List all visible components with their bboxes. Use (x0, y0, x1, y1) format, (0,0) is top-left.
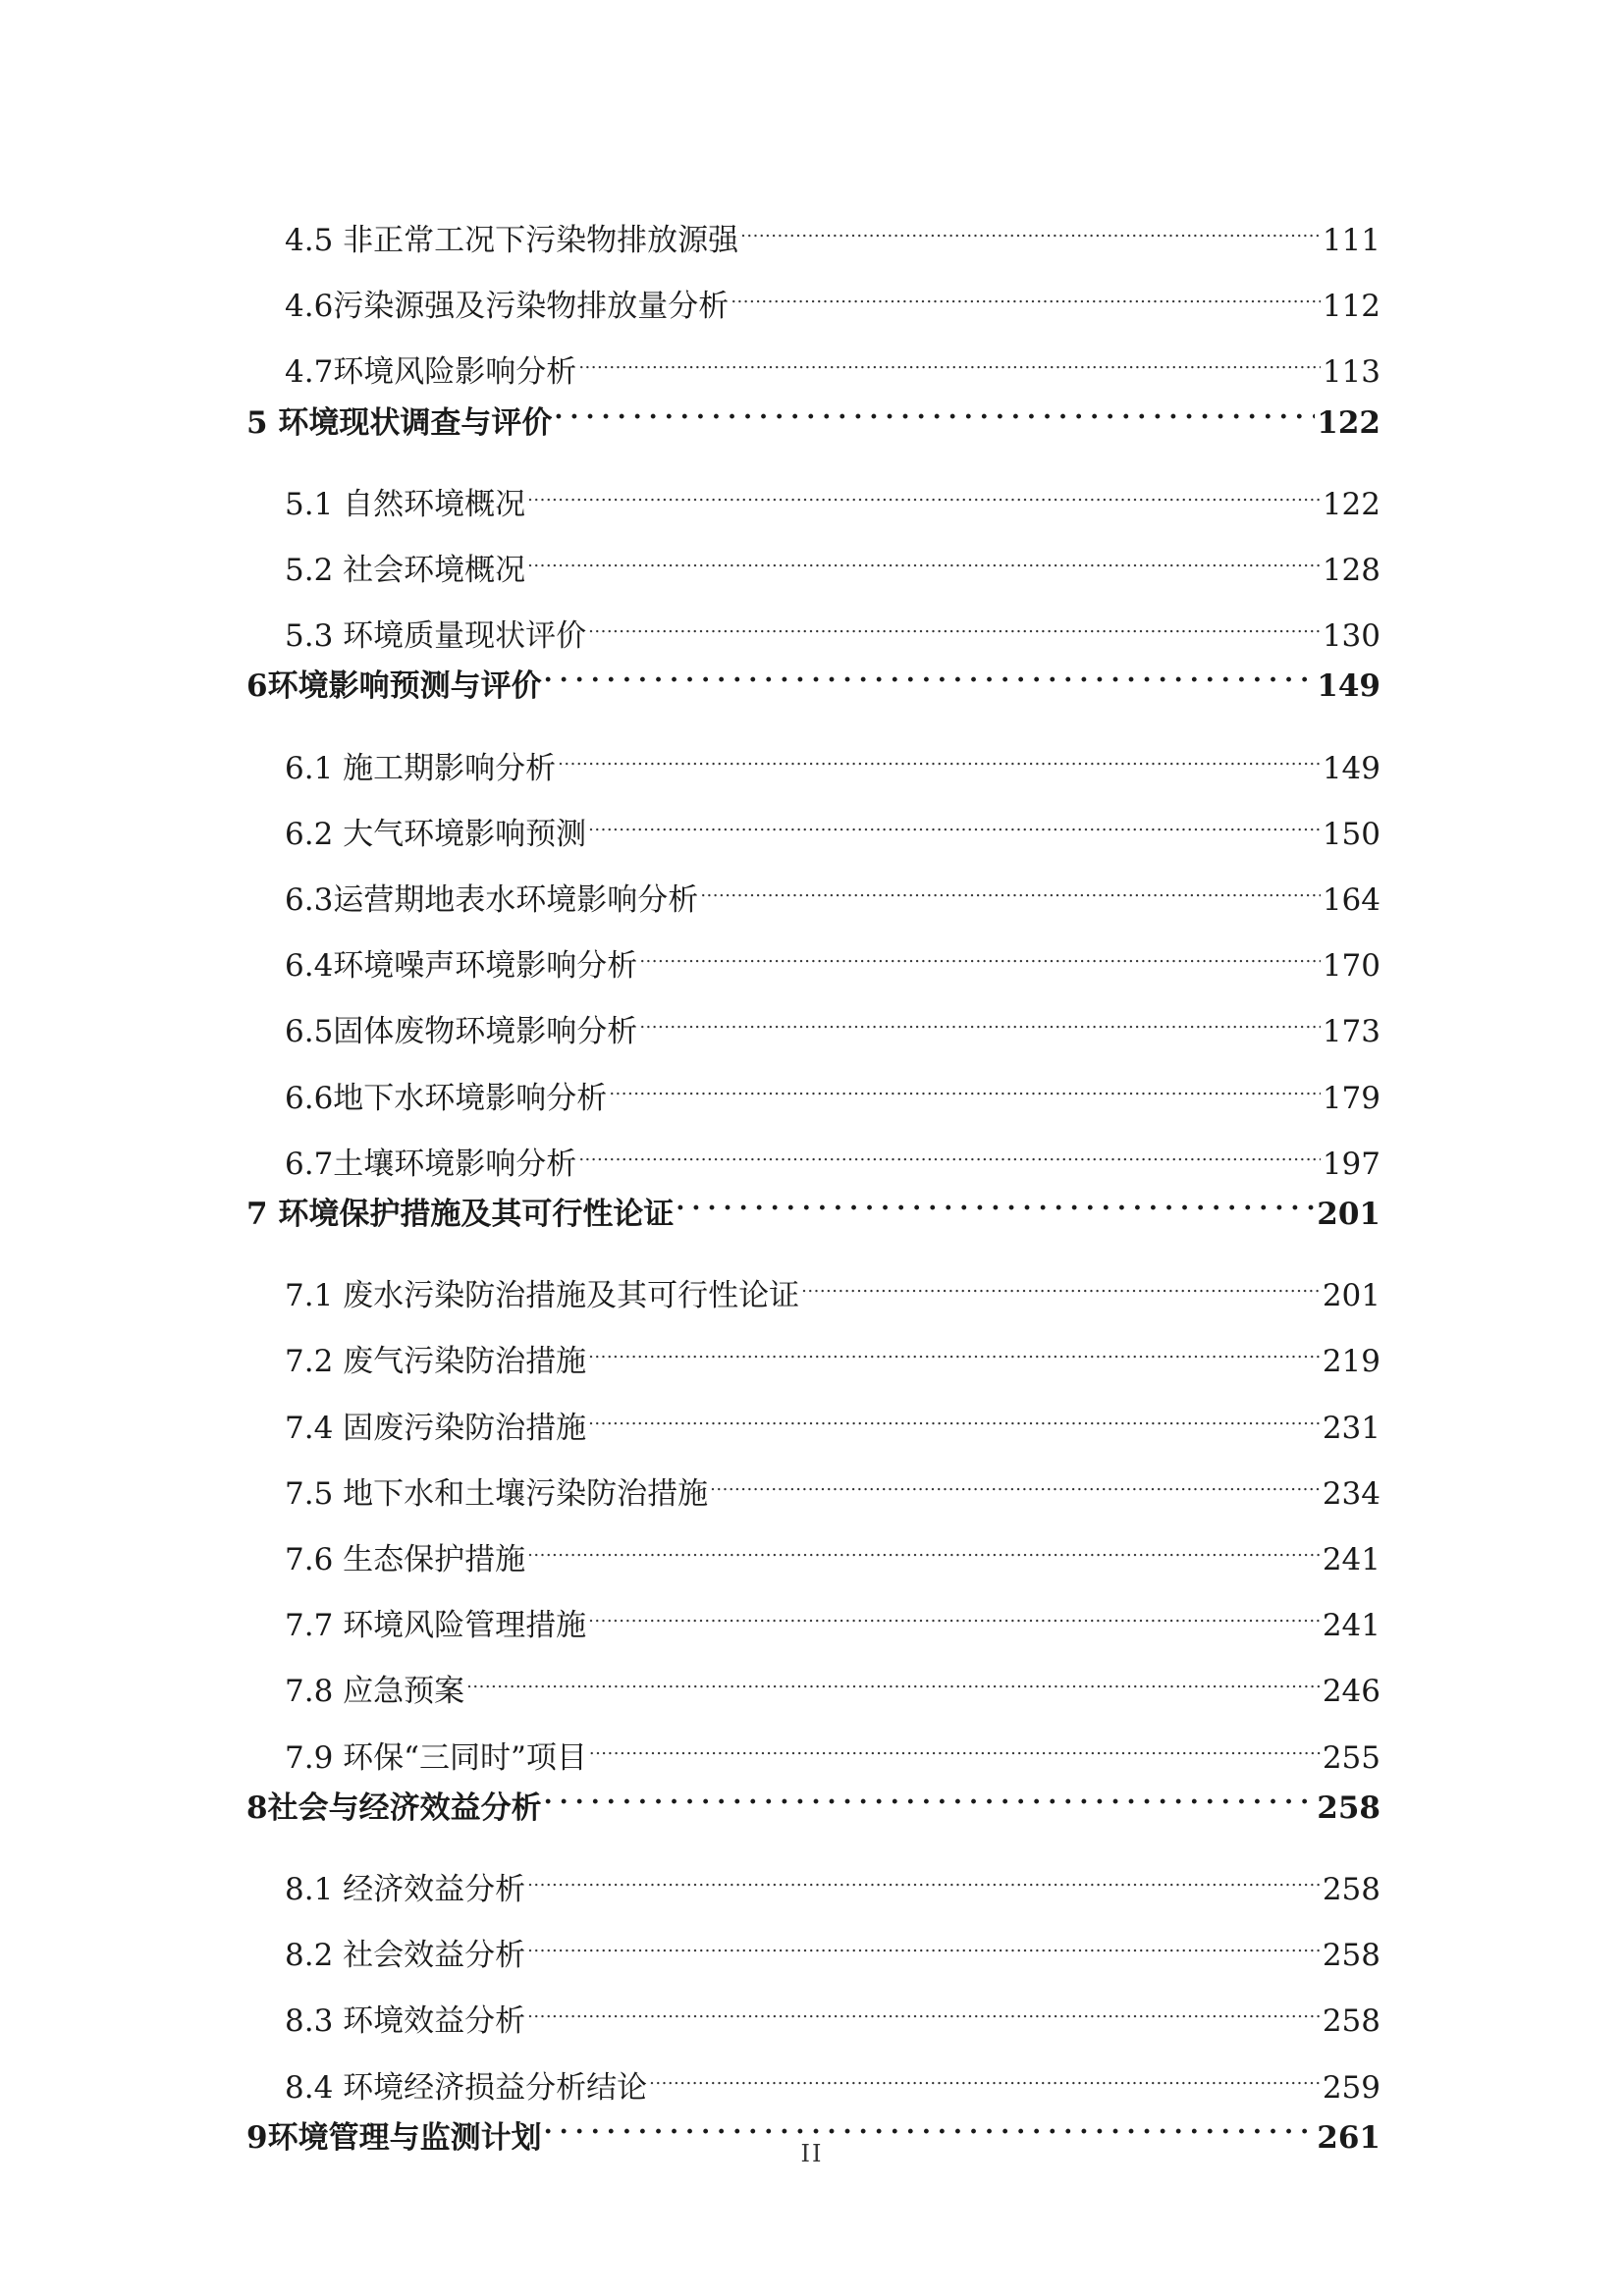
toc-entry-page-number: 179 (1322, 1081, 1380, 1116)
toc-entry-title: 8社会与经济效益分析 (246, 1790, 542, 1826)
toc-entry-title: 6.5固体废物环境影响分析 (285, 1014, 638, 1049)
toc-entry-title: 6.1 施工期影响分析 (285, 751, 557, 786)
toc-dot-leader (527, 1850, 1321, 1899)
toc-entry-title: 7.5 地下水和土壤污染防治措施 (285, 1476, 709, 1512)
toc-section-entry[interactable] (285, 201, 1380, 258)
toc-entry-title: 9环境管理与监测计划 (246, 2120, 542, 2156)
toc-section-entry[interactable] (285, 1322, 1380, 1379)
toc-section-entry[interactable] (285, 1719, 1380, 1776)
toc-entry-page-number: 122 (1317, 405, 1380, 441)
toc-entry-page-number: 112 (1322, 289, 1380, 324)
toc-section-entry[interactable] (285, 1850, 1380, 1907)
toc-chapter-entry[interactable] (246, 647, 1380, 704)
toc-entry-page-number: 241 (1322, 1608, 1380, 1643)
toc-entry-page-number: 258 (1322, 1872, 1380, 1907)
toc-entry-page-number: 113 (1322, 354, 1380, 390)
toc-dot-leader (554, 384, 1315, 433)
toc-entry-page-number: 234 (1322, 1476, 1380, 1512)
toc-entry-title: 5.1 自然环境概况 (285, 487, 526, 522)
toc-dot-leader (544, 647, 1316, 696)
toc-section-entry[interactable] (285, 597, 1380, 654)
toc-entry-title: 7.7 环境风险管理措施 (285, 1608, 587, 1643)
toc-section-entry[interactable] (285, 1521, 1380, 1577)
toc-section-entry[interactable] (285, 1256, 1380, 1313)
toc-section-entry[interactable] (285, 927, 1380, 984)
toc-dot-leader (527, 531, 1321, 580)
toc-dot-leader (544, 1769, 1316, 1818)
toc-entry-title: 5.3 环境质量现状评价 (285, 618, 587, 654)
toc-chapter-entry[interactable] (246, 1175, 1380, 1232)
toc-entry-page-number: 246 (1322, 1674, 1380, 1709)
toc-entry-page-number: 111 (1322, 223, 1380, 258)
toc-dot-leader (578, 1125, 1321, 1174)
toc-dot-leader (740, 201, 1321, 250)
toc-entry-page-number: 173 (1322, 1014, 1380, 1049)
toc-entry-page-number: 170 (1322, 948, 1380, 984)
toc-dot-leader (731, 267, 1321, 316)
toc-entry-page-number: 258 (1317, 1790, 1380, 1826)
toc-section-entry[interactable] (285, 1982, 1380, 2039)
toc-dot-leader (558, 729, 1321, 778)
toc-dot-leader (649, 2049, 1321, 2098)
toc-section-entry[interactable] (285, 1652, 1380, 1709)
toc-section-entry[interactable] (285, 1916, 1380, 1973)
toc-dot-leader (588, 1389, 1321, 1438)
toc-section-entry[interactable] (285, 1455, 1380, 1512)
toc-entry-page-number: 201 (1322, 1278, 1380, 1313)
toc-entry-page-number: 122 (1322, 487, 1380, 522)
toc-entry-title: 8.1 经济效益分析 (285, 1872, 526, 1907)
toc-section-entry[interactable] (285, 1059, 1380, 1116)
toc-entry-page-number: 231 (1322, 1411, 1380, 1446)
toc-chapter-entry[interactable] (246, 1769, 1380, 1826)
toc-entry-page-number: 150 (1322, 817, 1380, 852)
toc-entry-title: 8.2 社会效益分析 (285, 1938, 526, 1973)
toc-entry-title: 7 环境保护措施及其可行性论证 (246, 1197, 675, 1232)
toc-entry-title: 4.5 非正常工况下污染物排放源强 (285, 223, 739, 258)
toc-section-entry[interactable] (285, 267, 1380, 324)
toc-entry-title: 8.3 环境效益分析 (285, 2003, 526, 2039)
toc-entry-page-number: 201 (1317, 1197, 1380, 1232)
toc-entry-title: 7.9 环保“三同时”项目 (285, 1740, 587, 1776)
toc-dot-leader (527, 1982, 1321, 2031)
toc-section-entry[interactable] (285, 1125, 1380, 1182)
toc-dot-leader (589, 1719, 1321, 1768)
toc-dot-leader (700, 861, 1321, 910)
toc-section-entry[interactable] (285, 1389, 1380, 1446)
toc-dot-leader (639, 992, 1321, 1041)
toc-dot-leader (676, 1175, 1315, 1224)
toc-dot-leader (588, 1322, 1321, 1371)
toc-chapter-entry[interactable] (246, 384, 1380, 441)
toc-entry-title: 6.4环境噪声环境影响分析 (285, 948, 638, 984)
page-number: II (800, 2140, 824, 2167)
toc-entry-title: 7.6 生态保护措施 (285, 1542, 526, 1577)
toc-dot-leader (588, 1586, 1321, 1635)
toc-dot-leader (588, 597, 1321, 646)
toc-section-entry[interactable] (285, 861, 1380, 918)
toc-entry-title: 6.7土壤环境影响分析 (285, 1147, 577, 1182)
toc-entry-page-number: 149 (1322, 751, 1380, 786)
toc-entry-page-number: 149 (1317, 668, 1380, 704)
toc-dot-leader (609, 1059, 1321, 1108)
toc-entry-title: 7.2 废气污染防治措施 (285, 1344, 587, 1379)
toc-dot-leader (588, 795, 1321, 844)
toc-entry-page-number: 258 (1322, 1938, 1380, 1973)
toc-section-entry[interactable] (285, 729, 1380, 786)
toc-entry-title: 8.4 环境经济损益分析结论 (285, 2070, 648, 2106)
toc-entry-title: 7.4 固废污染防治措施 (285, 1411, 587, 1446)
toc-section-entry[interactable] (285, 795, 1380, 852)
toc-entry-title: 6.6地下水环境影响分析 (285, 1081, 608, 1116)
toc-entry-page-number: 241 (1322, 1542, 1380, 1577)
toc-entry-title: 5.2 社会环境概况 (285, 553, 526, 588)
toc-entry-page-number: 261 (1317, 2120, 1380, 2156)
toc-section-entry[interactable] (285, 1586, 1380, 1643)
toc-entry-title: 7.1 废水污染防治措施及其可行性论证 (285, 1278, 800, 1313)
toc-dot-leader (466, 1652, 1321, 1701)
toc-entry-title: 7.8 应急预案 (285, 1674, 465, 1709)
toc-dot-leader (527, 1916, 1321, 1965)
toc-entry-page-number: 259 (1322, 2070, 1380, 2106)
toc-section-entry[interactable] (285, 2049, 1380, 2106)
toc-entry-title: 6环境影响预测与评价 (246, 668, 542, 704)
toc-entry-page-number: 128 (1322, 553, 1380, 588)
toc-entry-page-number: 258 (1322, 2003, 1380, 2039)
toc-entry-title: 5 环境现状调查与评价 (246, 405, 553, 441)
toc-entry-title: 4.7环境风险影响分析 (285, 354, 577, 390)
toc-dot-leader (527, 465, 1321, 514)
toc-entry-page-number: 255 (1322, 1740, 1380, 1776)
toc-section-entry[interactable] (285, 465, 1380, 522)
toc-entry-page-number: 164 (1322, 882, 1380, 918)
toc-section-entry[interactable] (285, 333, 1380, 390)
toc-entry-page-number: 130 (1322, 618, 1380, 654)
toc-dot-leader (578, 333, 1321, 382)
toc-entry-page-number: 197 (1322, 1147, 1380, 1182)
toc-section-entry[interactable] (285, 992, 1380, 1049)
toc-entry-title: 4.6污染源强及污染物排放量分析 (285, 289, 730, 324)
toc-entry-title: 6.2 大气环境影响预测 (285, 817, 587, 852)
toc-entry-page-number: 219 (1322, 1344, 1380, 1379)
toc-dot-leader (801, 1256, 1321, 1306)
toc-entry-title: 6.3运营期地表水环境影响分析 (285, 882, 699, 918)
toc-dot-leader (710, 1455, 1321, 1504)
toc-section-entry[interactable] (285, 531, 1380, 588)
toc-dot-leader (527, 1521, 1321, 1570)
toc-dot-leader (639, 927, 1321, 976)
